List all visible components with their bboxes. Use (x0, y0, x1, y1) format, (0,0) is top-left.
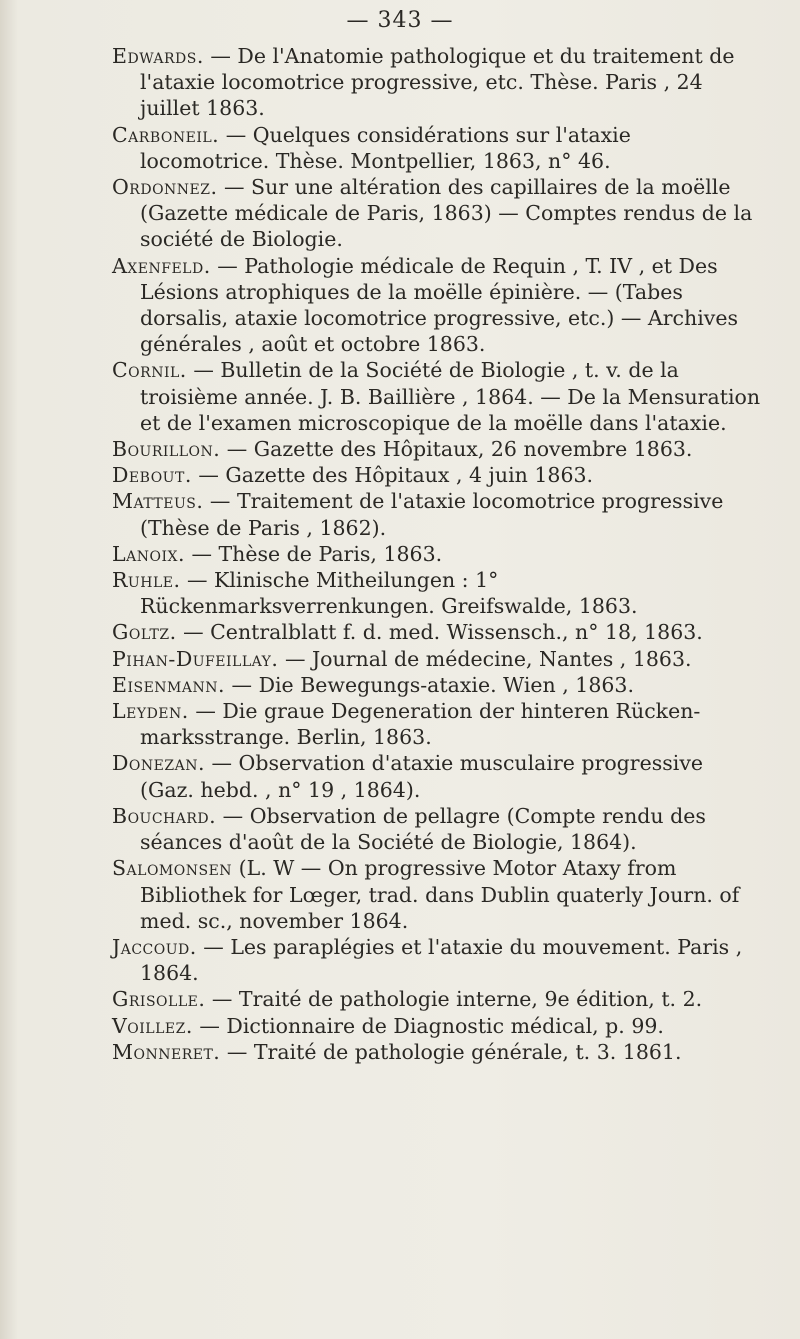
entry-text: — De l'Anatomie pathologique et du traitement de l'ataxie locomotrice progressive, etc. Thèse. Paris , 24 juillet 1863. (140, 44, 735, 121)
bibliography-list (112, 43, 762, 1065)
bibliography-entry (112, 1013, 762, 1039)
entry-author: Debout. (112, 463, 192, 488)
entry-text: — Quelques considérations sur l'ataxie locomotrice. Thèse. Montpellier, 1863, n° 46. (140, 122, 631, 173)
entry-author: Donezan. (112, 751, 205, 776)
bibliography-entry (112, 855, 762, 934)
entry-text: — Centralblatt f. d. med. Wissensch., n° 18, 1863. (176, 620, 703, 645)
entry-author: Axenfeld. (112, 253, 211, 278)
bibliography-entry (112, 253, 762, 358)
bibliography-entry (112, 174, 762, 253)
entry-author: Matteus. (112, 489, 204, 514)
entry-author: Monneret. (112, 1039, 221, 1064)
entry-author: Lanoix. (112, 541, 185, 566)
entry-text: — Gazette des Hôpitaux, 26 novembre 1863. (220, 437, 693, 462)
bibliography-entry (112, 698, 762, 750)
bibliography-entry (112, 646, 762, 672)
entry-text: — Journal de médecine, Nantes , 1863. (278, 646, 692, 671)
entry-author: Cornil. (112, 358, 187, 383)
bibliography-entry (112, 672, 762, 698)
entry-text: — Observation de pellagre (Compte rendu des séances d'août de la Société de Biologie, 1864). (140, 803, 706, 855)
bibliography-entry (112, 619, 762, 645)
entry-author: Ruhle. (112, 568, 181, 593)
entry-author: Bouchard. (112, 803, 217, 828)
entry-text: — Klinische Mitheilungen : 1° Rückenmarksverrenkungen. Greifswalde, 1863. (140, 568, 638, 619)
bibliography-entry (112, 567, 762, 619)
bibliography-entry (112, 934, 762, 986)
bibliography-entry (112, 541, 762, 567)
entry-author: Ordonnez. (112, 175, 218, 200)
bibliography-entry (112, 750, 762, 802)
entry-author: Pihan-Dufeillay. (112, 646, 279, 671)
bibliography-entry (112, 986, 762, 1012)
entry-author: Eisenmann. (112, 672, 226, 697)
bibliography-entry (112, 1039, 762, 1065)
entry-text: — Gazette des Hôpitaux , 4 juin 1863. (191, 463, 594, 488)
entry-author: Bourillon. (112, 437, 221, 462)
entry-author: Leyden. (112, 699, 189, 724)
entry-author: Grisolle. (112, 987, 206, 1012)
entry-text: — Traité de pathologie générale, t. 3. 1861. (220, 1039, 682, 1064)
entry-text: — Sur une altération des capillaires de la moëlle (Gazette médicale de Paris, 1863) — Comptes rendus de la société de Biologie. (140, 175, 753, 252)
bibliography-entry (112, 488, 762, 540)
page-number: — 343 — (346, 8, 454, 33)
bibliography-entry (112, 43, 762, 122)
entry-text: — Bulletin de la Société de Biologie , t. v. de la troisième année. J. B. Baillière , 1864. — De la Mensuration et de l'examen microscopique de la moëlle dans l'ataxie. (140, 358, 761, 435)
entry-text: — Traité de pathologie interne, 9e édition, t. 2. (205, 987, 703, 1012)
bibliography-entry (112, 803, 762, 855)
entry-text: — Les paraplégies et l'ataxie du mouvement. Paris , 1864. (140, 934, 743, 986)
bibliography-entry (112, 122, 762, 174)
entry-text: — Pathologie médicale de Requin , T. IV , et Des Lésions atrophiques de la moëlle épinière. — (Tabes dorsalis, ataxie locomotrice progressive, etc.) — Archives générales , août et octobre 1863. (140, 253, 738, 357)
entry-author: Jaccoud. (112, 934, 197, 959)
bibliography-entry (112, 436, 762, 462)
entry-text: — Die Bewegungs-ataxie. Wien , 1863. (225, 672, 634, 697)
entry-author: Carboneil. (112, 122, 220, 147)
entry-text: — Die graue Degeneration der hinteren Rücken-marksstrange. Berlin, 1863. (140, 699, 701, 750)
entry-text: — Thèse de Paris, 1863. (184, 541, 443, 566)
entry-text: — Traitement de l'ataxie locomotrice progressive (Thèse de Paris , 1862). (140, 489, 724, 540)
entry-text: — Observation d'ataxie musculaire progressive (Gaz. hebd. , n° 19 , 1864). (140, 751, 704, 802)
entry-author: Salomonsen (112, 856, 233, 881)
entry-author: Goltz. (112, 620, 177, 645)
bibliography-entry (112, 357, 762, 436)
entry-text: (L. W — On progressive Motor Ataxy from Bibliothek for Lœger, trad. dans Dublin quaterly Journ. of med. sc., november 1864. (140, 856, 740, 933)
entry-author: Voillez. (112, 1013, 193, 1038)
entry-text: — Dictionnaire de Diagnostic médical, p. 99. (192, 1013, 664, 1038)
entry-author: Edwards. (112, 44, 204, 68)
bibliography-entry (112, 462, 762, 488)
